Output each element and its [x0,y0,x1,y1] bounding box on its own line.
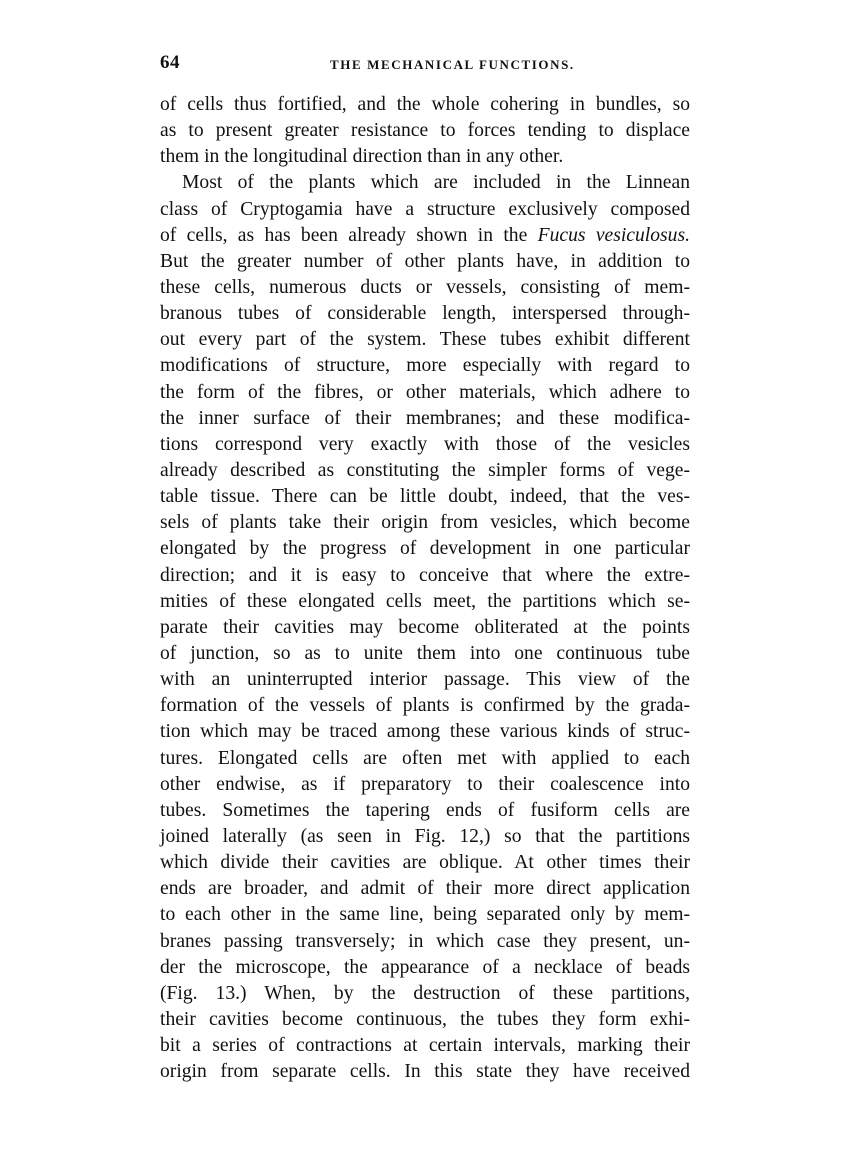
text-line: ends are broader, and admit of their more direct application [160,878,690,900]
text-line: out every part of the system. These tubes exhibit different [160,329,690,351]
text-line: der the microscope, the appearance of a necklace of beads [160,956,690,978]
text-line: (Fig. 13.) When, by the destruction of these partitions, [160,982,690,1004]
page-number: 64 [160,52,180,73]
text-line: Most of the plants which are included in the Linnean [182,172,690,194]
text-line: tion which may be traced among these various kinds of struc- [160,721,690,743]
text-line: table tissue. There can be little doubt, indeed, that the ves- [160,486,690,508]
text-line: joined laterally (as seen in Fig. 12,) so that the partitions [160,825,690,847]
text-line: them in the longitudinal direction than in any other. [160,146,564,168]
text-line: origin from separate cells. In this state they have received [160,1061,690,1083]
text-line: direction; and it is easy to conceive that where the extre- [160,564,690,586]
text-line: other endwise, as if preparatory to their coalescence into [160,773,690,795]
text-line: formation of the vessels of plants is confirmed by the grada- [160,695,690,717]
text-line: branous tubes of considerable length, interspersed through- [160,303,690,325]
text-line: sels of plants take their origin from vesicles, which become [160,512,690,534]
text-line: tures. Elongated cells are often met with applied to each [160,747,690,769]
text-line: But the greater number of other plants have, in addition to [160,250,690,272]
text-line: as to present greater resistance to forces tending to displace [160,120,690,142]
text-line: with an uninterrupted interior passage. This view of the [160,669,690,691]
text-line: class of Cryptogamia have a structure exclusively composed [160,198,690,220]
text-line: mities of these elongated cells meet, the partitions which se- [160,590,690,612]
text-line: to each other in the same line, being separated only by mem- [160,904,690,926]
text-line: the inner surface of their membranes; and these modifica- [160,407,690,429]
text-line: bit a series of contractions at certain intervals, marking their [160,1035,690,1057]
body-text [160,92,690,1085]
running-title: THE MECHANICAL FUNCTIONS. [330,57,575,72]
text-line: branes passing transversely; in which case they present, un- [160,930,690,952]
species-name: Fucus vesiculosus. [537,224,690,246]
text-line: tubes. Sometimes the tapering ends of fusiform cells are [160,799,690,821]
text-line: which divide their cavities are oblique. At other times their [160,852,690,874]
text-line: of cells thus fortified, and the whole cohering in bundles, so [160,94,690,115]
text-line: the form of the fibres, or other materials, which adhere to [160,381,690,403]
text-line: their cavities become continuous, the tubes they form exhi- [160,1008,690,1030]
text-line-roman: of cells, as has been already shown in the [160,224,538,246]
text-line: parate their cavities may become obliterated at the points [160,616,690,638]
text-line: modifications of structure, more especially with regard to [160,355,690,377]
text-line: tions correspond very exactly with those of the vesicles [160,433,690,455]
text-line: elongated by the progress of development in one particular [160,538,690,560]
text-line [160,223,690,249]
running-head [160,52,690,78]
text-line: already described as constituting the simpler forms of vege- [160,459,690,481]
text-line: of junction, so as to unite them into one continuous tube [160,642,690,664]
text-line: these cells, numerous ducts or vessels, consisting of mem- [160,276,690,298]
